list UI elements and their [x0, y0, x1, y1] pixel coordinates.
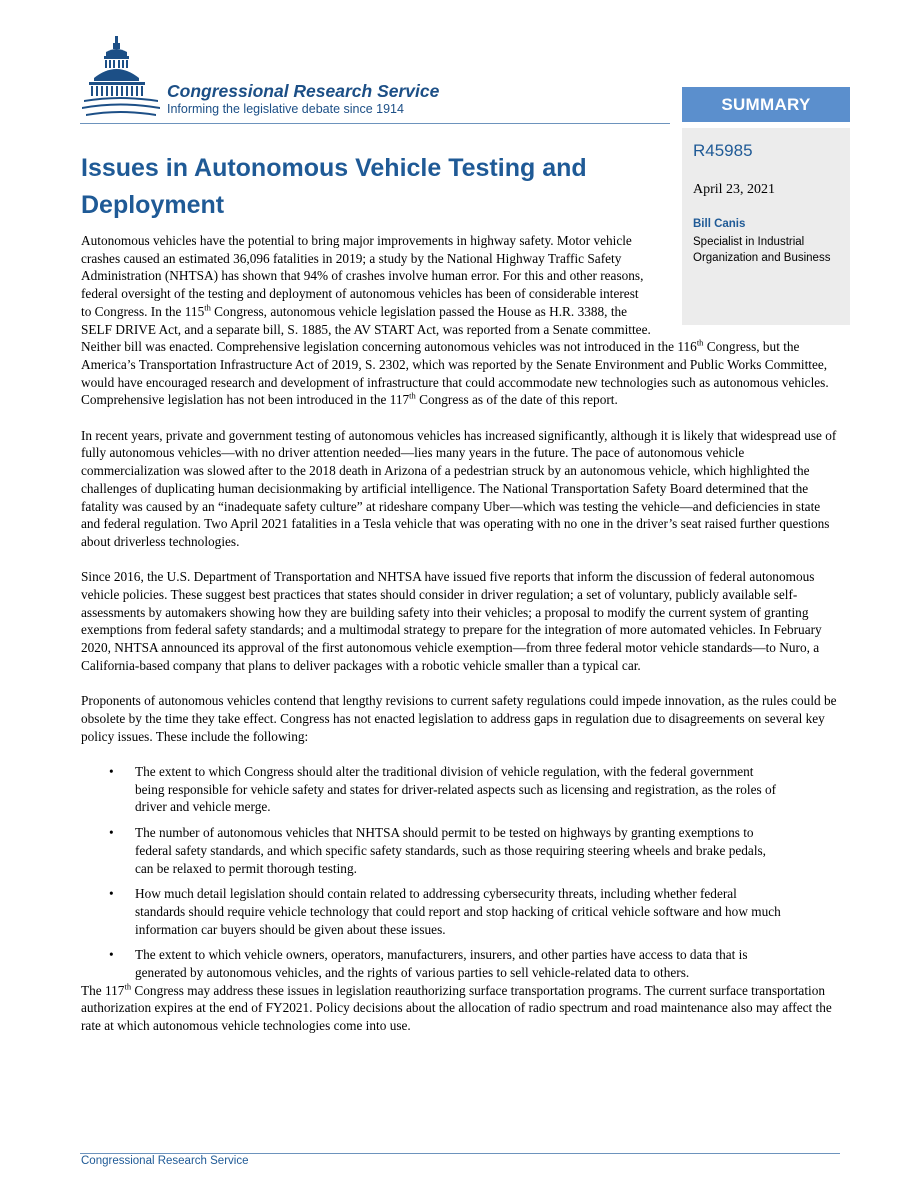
report-number: R45985 [693, 141, 753, 160]
paragraph-closing: The 117th Congress may address these issues in legislation reauthorizing surface transportation programs. The current surface transportation authorization expires at the end of FY2021. Policy decisions about the allocation of radio spectrum and road maintenance also may affect the rate at which autonomous vehicle technologies come into use. [81, 981, 832, 1034]
bullet-icon: • [109, 886, 114, 902]
footer-divider [80, 1153, 840, 1154]
capitol-dome-icon [80, 34, 164, 126]
list-item: • The extent to which Congress should alter the traditional division of vehicle regulation, with the federal government being responsible for vehicle safety and states for driver-related aspects such as licensing and registration, as the roles of driver and vehicle merge. [109, 764, 777, 815]
list-item: • The number of autonomous vehicles that NHTSA should permit to be tested on highways by granting exemptions to federal safety standards, and which specific safety standards, such as those requiring steering wheels and brake pedals, can be relaxed to permit thorough testing. [109, 825, 767, 876]
paragraph-testing: In recent years, private and government testing of autonomous vehicles has increased significantly, although it is likely that widespread use of fully autonomous vehicles—with no driver attention needed—lies many years in the future. The pace of autonomous vehicle commercialization was slowed after to the 2018 death in Arizona of a pedestrian struck by an autonomous vehicle, which highlighted the challenges of duplicating human decisionmaking by artificial intelligence. The National Transportation Safety Board determined that the fatality was caused by an “inadequate safety culture” at rideshare company Uber—which was testing the vehicle—and deficiencies in state and federal regulation. Two April 2021 fatalities in a Tesla vehicle that was operating with no one in the driver’s seat raised further questions about driverless technologies. [81, 427, 837, 549]
list-item: • The extent to which vehicle owners, operators, manufacturers, insurers, and other parties have access to data that is generated by autonomous vehicles, and the rights of various parties to sell vehicle-related data to others. [109, 947, 748, 981]
report-date: April 23, 2021 [693, 182, 776, 197]
list-item: • How much detail legislation should contain related to addressing cybersecurity threats, including whether federal standards should require vehicle technology that could report and stop hacking of critical vehicle software and how much information car buyers should be given about these issues. [109, 886, 781, 937]
paragraph-reports: Since 2016, the U.S. Department of Transportation and NHTSA have issued five reports that inform the discussion of federal autonomous vehicle policies. These suggest best practices that states should consider in driver regulation; a set of voluntary, publicly available self-assessments by automakers showing how they are building safety into their vehicles; a proposal to modify the current system of granting exemptions from federal safety standards; and a multimodal strategy to prepare for the integration of more automated vehicles. In February 2020, NHTSA announced its approval of the first autonomous vehicle exemption—from three federal motor vehicle standards—to Nuro, a California-based company that plans to deliver packages with a robotic vehicle smaller than a typical car. [81, 569, 822, 673]
author-name: Bill Canis [693, 218, 746, 230]
bullet-icon: • [109, 947, 114, 963]
header-divider [80, 123, 670, 124]
footer-text: Congressional Research Service [81, 1155, 249, 1167]
policy-issues-list [81, 763, 841, 982]
author-title: Specialist in Industrial Organization and Business [693, 236, 831, 264]
summary-heading: SUMMARY [682, 87, 850, 122]
page-title: Issues in Autonomous Vehicle Testing and Deployment [81, 154, 587, 219]
paragraph-intro: Autonomous vehicles have the potential to bring major improvements in highway safety. Motor vehicle crashes caused an estimated 36,096 fatalities in 2019; a study by the National Highway Traffic Safety Administration (NHTSA) has shown that 94% of crashes involve human error. For this and other reasons, federal oversight of the testing and deployment of autonomous vehicles has been of considerable interest to Congress. In the 115th Congress, autonomous vehicle legislation passed the House as H.R. 3388, the SELF DRIVE Act, and a separate bill, S. 1885, the AV START Act, was reported from a Senate committee. Neither bill was enacted. Comprehensive legislation concerning autonomous vehicles was not introduced in the 116th Congress, but the America’s Transportation Infrastructure Act of 2019, S. 2302, which was reported by the Senate Environment and Public Works Committee, would have encouraged research and development of infrastructure that could accommodate new technologies such as autonomous vehicles. Comprehensive legislation has not been introduced in the 117th Congress as of the date of this report. [81, 233, 829, 408]
bullet-icon: • [109, 764, 114, 780]
bullet-icon: • [109, 825, 114, 841]
summary-body [81, 232, 841, 1053]
org-tagline: Informing the legislative debate since 1914 [167, 102, 404, 116]
crs-logo [80, 34, 480, 126]
paragraph-proponents: Proponents of autonomous vehicles contend that lengthy revisions to current safety regulations could impede innovation, as the rules could be obsolete by the time they take effect. Congress has not enacted legislation to address gaps in regulation due to disagreements on several key policy issues. These include the following: [81, 693, 837, 744]
org-name: Congressional Research Service [167, 81, 440, 101]
